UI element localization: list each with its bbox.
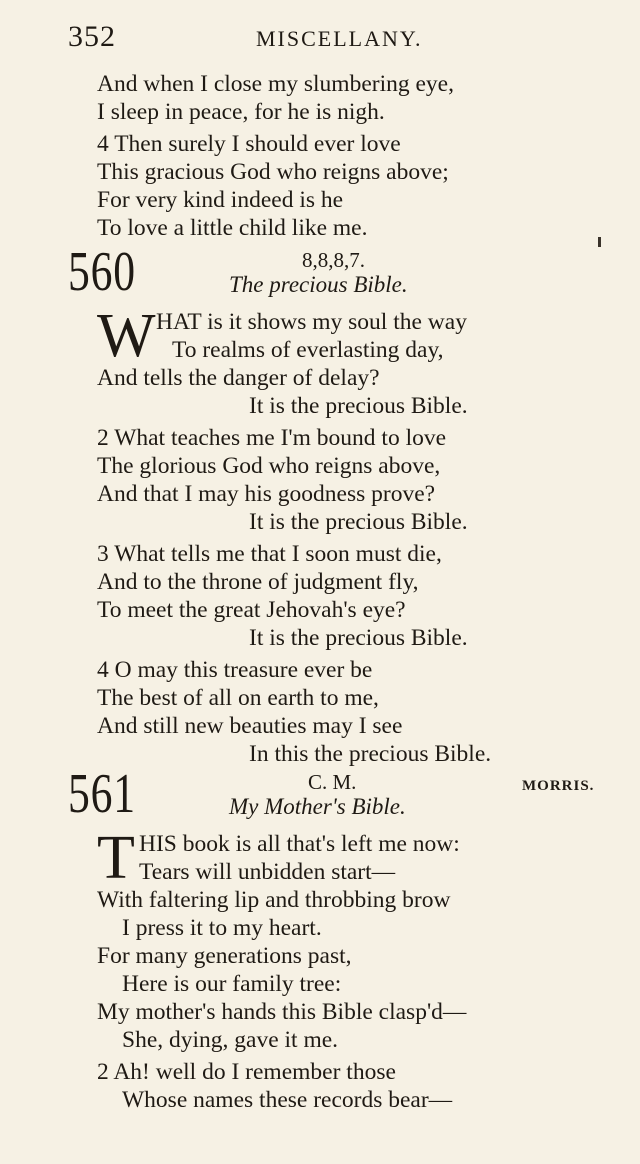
verse-line: This gracious God who reigns above; — [97, 159, 449, 185]
section-title: MISCELLANY. — [256, 26, 423, 51]
verse-line: 3 What tells me that I soon must die, — [97, 541, 442, 567]
verse-line: Tears will unbidden start— — [139, 859, 396, 885]
verse-line: The glorious God who reigns above, — [97, 453, 441, 479]
refrain-line: It is the precious Bible. — [249, 393, 468, 419]
verse-line: She, dying, gave it me. — [122, 1027, 339, 1053]
hymn-number: 560 — [68, 241, 136, 303]
hymn-title: The precious Bible. — [229, 272, 408, 297]
verse-line: And when I close my slumbering eye, — [97, 71, 454, 97]
refrain-line: It is the precious Bible. — [249, 625, 468, 651]
verse-line: And to the throne of judgment fly, — [97, 569, 419, 595]
refrain-line: In this the precious Bible. — [249, 741, 492, 767]
drop-cap: T — [97, 824, 135, 892]
verse-line: Whose names these records bear— — [122, 1087, 453, 1113]
hymn-number: 561 — [68, 763, 136, 825]
verse-line: 2 Ah! well do I remember those — [97, 1059, 396, 1085]
verse-line: The best of all on earth to me, — [97, 685, 379, 711]
verse-line: And still new beauties may I see — [97, 713, 403, 739]
verse-line: HAT is it shows my soul the way — [156, 309, 467, 335]
print-mark — [598, 237, 601, 247]
verse-line: With faltering lip and throbbing brow — [97, 887, 451, 913]
verse-line: And tells the danger of delay? — [97, 365, 380, 391]
verse-line: For very kind indeed is he — [97, 187, 344, 213]
verse-line: My mother's hands this Bible clasp'd— — [97, 999, 467, 1025]
drop-cap: W — [97, 302, 156, 370]
hymn-meter: 8,8,8,7. — [302, 248, 365, 272]
verse-line: Here is our family tree: — [122, 971, 342, 997]
verse-line: And that I may his goodness prove? — [97, 481, 436, 507]
verse-line: To love a little child like me. — [97, 215, 368, 241]
verse-line: To realms of everlasting day, — [172, 337, 444, 363]
verse-line: To meet the great Jehovah's eye? — [97, 597, 406, 623]
verse-line: I sleep in peace, for he is nigh. — [97, 99, 385, 125]
verse-line: 4 Then surely I should ever love — [97, 131, 401, 157]
verse-line: I press it to my heart. — [122, 915, 322, 941]
verse-line: For many generations past, — [97, 943, 352, 969]
verse-line: HIS book is all that's left me now: — [139, 831, 460, 857]
hymn-meter: C. M. — [308, 770, 357, 794]
verse-line: 2 What teaches me I'm bound to love — [97, 425, 447, 451]
page-number: 352 — [68, 20, 116, 53]
hymn-title: My Mother's Bible. — [229, 794, 406, 819]
composer-name: MORRIS. — [522, 778, 595, 794]
verse-line: 4 O may this treasure ever be — [97, 657, 373, 683]
refrain-line: It is the precious Bible. — [249, 509, 468, 535]
